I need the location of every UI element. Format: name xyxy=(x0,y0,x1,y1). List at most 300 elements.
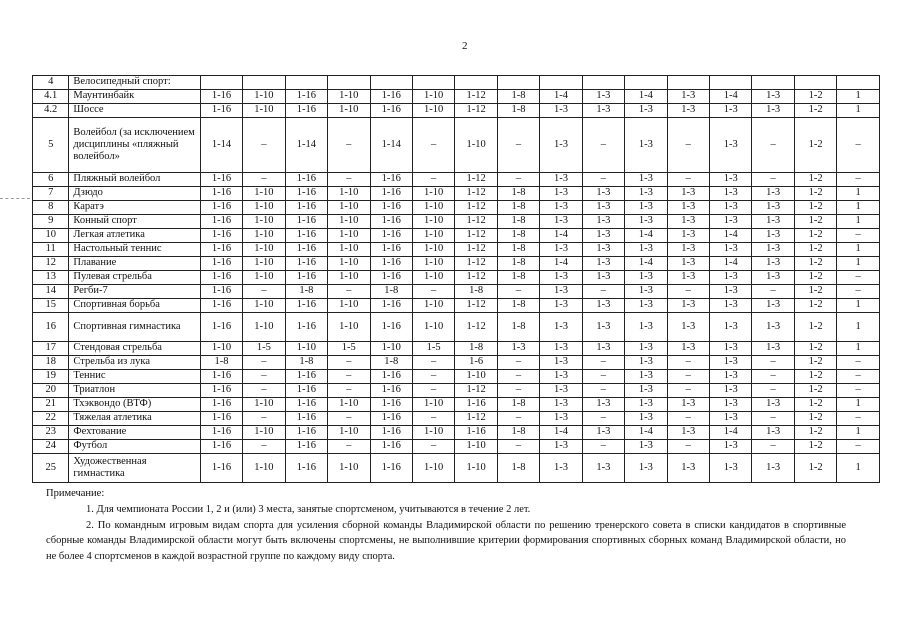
value-cell xyxy=(625,76,667,90)
value-cell: – xyxy=(243,370,285,384)
value-cell: 1-3 xyxy=(582,104,624,118)
value-cell: 1-3 xyxy=(582,243,624,257)
value-cell: – xyxy=(752,118,794,173)
value-cell: 1-10 xyxy=(328,313,370,342)
value-cell: 1-16 xyxy=(370,104,412,118)
value-cell: 1-3 xyxy=(710,342,752,356)
sport-name: Спортивная борьба xyxy=(69,299,200,313)
value-cell: 1-16 xyxy=(200,384,242,398)
value-cell: 1-16 xyxy=(370,243,412,257)
value-cell: 1 xyxy=(837,243,880,257)
value-cell: 1-2 xyxy=(794,201,836,215)
value-cell: 1-3 xyxy=(625,215,667,229)
value-cell: 1-16 xyxy=(200,173,242,187)
note-2: 2. По командным игровым видам спорта для усиления сборной команды Владимирской области по решению тренерского совета в списки кандидатов в спортивные сборные команды Владимирской области могут быть включены спортсмены, не выполнившие критерии формирования спортивных сборных команд Владимирской области, но не более 4 спортсменов в каждой возрастной группе по каждому виду спорта. xyxy=(46,519,846,562)
value-cell: 1-10 xyxy=(243,257,285,271)
value-cell: 1-4 xyxy=(540,426,582,440)
value-cell: 1-3 xyxy=(710,243,752,257)
value-cell: – xyxy=(328,285,370,299)
value-cell: 1-8 xyxy=(497,104,539,118)
value-cell: 1-3 xyxy=(625,299,667,313)
value-cell: 1-3 xyxy=(625,454,667,483)
value-cell: 1-3 xyxy=(710,173,752,187)
value-cell: 1-10 xyxy=(243,215,285,229)
sport-name: Волейбол (за исключением дисциплины «пляжный волейбол» xyxy=(69,118,200,173)
value-cell: – xyxy=(837,173,880,187)
value-cell: 1-3 xyxy=(625,412,667,426)
value-cell: – xyxy=(752,356,794,370)
value-cell: 1-3 xyxy=(752,243,794,257)
value-cell: 1-3 xyxy=(710,104,752,118)
value-cell: 1-3 xyxy=(710,356,752,370)
value-cell: 1-16 xyxy=(370,215,412,229)
value-cell xyxy=(285,76,327,90)
row-number: 21 xyxy=(33,398,69,412)
value-cell: – xyxy=(412,173,454,187)
sport-name: Художественная гимнастика xyxy=(69,454,200,483)
value-cell: – xyxy=(328,173,370,187)
value-cell: 1-10 xyxy=(243,313,285,342)
value-cell: 1-16 xyxy=(200,440,242,454)
table-row xyxy=(33,173,880,187)
value-cell: 1-3 xyxy=(667,299,709,313)
value-cell: 1-10 xyxy=(455,118,497,173)
value-cell: 1-16 xyxy=(285,398,327,412)
value-cell: 1-3 xyxy=(540,173,582,187)
table-row xyxy=(33,412,880,426)
value-cell: 1-10 xyxy=(243,454,285,483)
row-number: 4.1 xyxy=(33,90,69,104)
value-cell: 1-3 xyxy=(540,384,582,398)
table-row xyxy=(33,104,880,118)
value-cell: 1-5 xyxy=(243,342,285,356)
value-cell: 1-10 xyxy=(455,440,497,454)
value-cell: 1-10 xyxy=(328,257,370,271)
value-cell: 1-3 xyxy=(540,342,582,356)
value-cell: 1-8 xyxy=(497,313,539,342)
value-cell: 1-3 xyxy=(710,118,752,173)
value-cell: 1-3 xyxy=(582,398,624,412)
value-cell: 1-3 xyxy=(625,398,667,412)
value-cell: – xyxy=(837,271,880,285)
value-cell: – xyxy=(667,384,709,398)
notes-section xyxy=(46,486,846,565)
value-cell: – xyxy=(582,118,624,173)
value-cell: 1-16 xyxy=(370,299,412,313)
value-cell: 1-16 xyxy=(200,398,242,412)
value-cell: 1-16 xyxy=(200,104,242,118)
table-row xyxy=(33,370,880,384)
value-cell: 1-16 xyxy=(370,384,412,398)
value-cell: – xyxy=(667,412,709,426)
value-cell: 1-3 xyxy=(540,440,582,454)
value-cell: 1-10 xyxy=(412,90,454,104)
row-number: 4.2 xyxy=(33,104,69,118)
value-cell xyxy=(667,76,709,90)
value-cell: 1-8 xyxy=(497,271,539,285)
value-cell: 1-3 xyxy=(625,285,667,299)
value-cell: 1-3 xyxy=(540,398,582,412)
value-cell: – xyxy=(497,440,539,454)
value-cell: 1-12 xyxy=(455,271,497,285)
value-cell: 1-10 xyxy=(412,187,454,201)
value-cell: – xyxy=(667,356,709,370)
value-cell: 1-8 xyxy=(497,299,539,313)
value-cell: 1-16 xyxy=(285,313,327,342)
value-cell: 1-3 xyxy=(710,454,752,483)
value-cell: 1-16 xyxy=(285,426,327,440)
value-cell: – xyxy=(497,384,539,398)
value-cell: 1 xyxy=(837,90,880,104)
value-cell: 1-12 xyxy=(455,229,497,243)
sport-name: Фехтование xyxy=(69,426,200,440)
value-cell: 1-3 xyxy=(667,271,709,285)
value-cell: 1-8 xyxy=(497,215,539,229)
value-cell: 1-12 xyxy=(455,412,497,426)
value-cell: 1-3 xyxy=(582,342,624,356)
value-cell: 1-8 xyxy=(285,285,327,299)
value-cell: 1-16 xyxy=(200,412,242,426)
value-cell: 1-3 xyxy=(625,118,667,173)
value-cell: 1 xyxy=(837,201,880,215)
value-cell: 1-10 xyxy=(455,370,497,384)
value-cell: 1-16 xyxy=(370,271,412,285)
value-cell: – xyxy=(497,356,539,370)
value-cell: 1-8 xyxy=(497,201,539,215)
table-row xyxy=(33,454,880,483)
value-cell: 1-3 xyxy=(710,215,752,229)
value-cell: 1-16 xyxy=(200,215,242,229)
table-row xyxy=(33,398,880,412)
table-row xyxy=(33,257,880,271)
sport-name: Шоссе xyxy=(69,104,200,118)
value-cell: 1-3 xyxy=(667,201,709,215)
row-number: 24 xyxy=(33,440,69,454)
value-cell: 1-10 xyxy=(412,104,454,118)
value-cell xyxy=(455,76,497,90)
table-body xyxy=(33,76,880,483)
value-cell: 1-10 xyxy=(243,398,285,412)
value-cell xyxy=(243,76,285,90)
value-cell: 1 xyxy=(837,398,880,412)
value-cell: 1-3 xyxy=(625,173,667,187)
row-number: 11 xyxy=(33,243,69,257)
value-cell: 1-3 xyxy=(540,187,582,201)
value-cell: 1-8 xyxy=(370,356,412,370)
value-cell: 1-3 xyxy=(752,187,794,201)
value-cell: 1-16 xyxy=(200,313,242,342)
sport-name: Тхэквондо (ВТФ) xyxy=(69,398,200,412)
value-cell: 1-12 xyxy=(455,384,497,398)
value-cell: – xyxy=(412,356,454,370)
value-cell: 1-16 xyxy=(370,201,412,215)
value-cell: 1-16 xyxy=(370,370,412,384)
value-cell: 1-16 xyxy=(455,398,497,412)
value-cell: – xyxy=(752,412,794,426)
value-cell: 1-3 xyxy=(710,271,752,285)
value-cell: 1-10 xyxy=(328,187,370,201)
value-cell: 1-10 xyxy=(412,271,454,285)
value-cell: 1-3 xyxy=(540,271,582,285)
value-cell: – xyxy=(243,440,285,454)
value-cell: – xyxy=(328,118,370,173)
value-cell: 1-10 xyxy=(243,90,285,104)
value-cell: 1-16 xyxy=(200,243,242,257)
value-cell: 1-2 xyxy=(794,215,836,229)
value-cell: 1-16 xyxy=(285,173,327,187)
table-row xyxy=(33,215,880,229)
value-cell: 1-3 xyxy=(667,104,709,118)
value-cell: 1-16 xyxy=(285,187,327,201)
value-cell: 1-10 xyxy=(328,454,370,483)
value-cell: 1-10 xyxy=(243,243,285,257)
value-cell: – xyxy=(497,285,539,299)
value-cell: 1-3 xyxy=(625,201,667,215)
value-cell: 1-3 xyxy=(582,90,624,104)
value-cell: 1-10 xyxy=(243,187,285,201)
value-cell: 1-6 xyxy=(455,356,497,370)
value-cell: 1-3 xyxy=(582,454,624,483)
value-cell: 1-3 xyxy=(540,412,582,426)
value-cell: 1-3 xyxy=(710,187,752,201)
value-cell xyxy=(200,76,242,90)
value-cell: – xyxy=(243,285,285,299)
value-cell: 1-8 xyxy=(497,187,539,201)
value-cell: 1-4 xyxy=(540,229,582,243)
table-row xyxy=(33,187,880,201)
table-row xyxy=(33,285,880,299)
value-cell: 1-2 xyxy=(794,90,836,104)
value-cell: 1-3 xyxy=(752,229,794,243)
value-cell: – xyxy=(837,356,880,370)
value-cell: 1-16 xyxy=(370,90,412,104)
value-cell: 1-10 xyxy=(328,90,370,104)
value-cell: – xyxy=(412,285,454,299)
value-cell: 1-3 xyxy=(752,104,794,118)
value-cell: 1-3 xyxy=(667,229,709,243)
value-cell: 1-10 xyxy=(243,229,285,243)
value-cell: 1-14 xyxy=(285,118,327,173)
value-cell: 1-10 xyxy=(328,243,370,257)
value-cell: 1-10 xyxy=(243,299,285,313)
value-cell: 1-2 xyxy=(794,342,836,356)
value-cell: 1-4 xyxy=(625,257,667,271)
value-cell: 1-16 xyxy=(370,412,412,426)
value-cell: 1-2 xyxy=(794,187,836,201)
value-cell: 1-16 xyxy=(200,90,242,104)
value-cell: 1-4 xyxy=(625,90,667,104)
table-row xyxy=(33,271,880,285)
value-cell: – xyxy=(837,440,880,454)
value-cell: 1-3 xyxy=(752,257,794,271)
value-cell: 1-3 xyxy=(667,243,709,257)
value-cell: – xyxy=(582,356,624,370)
value-cell: 1-16 xyxy=(370,398,412,412)
value-cell: 1-12 xyxy=(455,257,497,271)
value-cell: 1 xyxy=(837,454,880,483)
value-cell: 1-10 xyxy=(328,271,370,285)
note-1: 1. Для чемпионата России 1, 2 и (или) 3 места, занятые спортсменом, учитываются в течение 2 лет. xyxy=(86,503,531,515)
value-cell: 1-3 xyxy=(582,426,624,440)
value-cell xyxy=(752,76,794,90)
value-cell: – xyxy=(582,370,624,384)
value-cell: 1-16 xyxy=(285,454,327,483)
value-cell: 1-3 xyxy=(710,313,752,342)
value-cell: 1-3 xyxy=(582,299,624,313)
value-cell: 1-10 xyxy=(412,398,454,412)
value-cell xyxy=(497,76,539,90)
value-cell: 1-8 xyxy=(285,356,327,370)
value-cell: 1-5 xyxy=(412,342,454,356)
row-number: 7 xyxy=(33,187,69,201)
value-cell: 1-16 xyxy=(285,243,327,257)
value-cell: – xyxy=(752,370,794,384)
value-cell: 1-16 xyxy=(285,90,327,104)
value-cell: 1-2 xyxy=(794,104,836,118)
value-cell: 1-16 xyxy=(370,313,412,342)
row-number: 17 xyxy=(33,342,69,356)
value-cell: 1-3 xyxy=(582,229,624,243)
value-cell: 1-3 xyxy=(625,440,667,454)
value-cell: 1-16 xyxy=(200,201,242,215)
table-row xyxy=(33,201,880,215)
row-number: 15 xyxy=(33,299,69,313)
value-cell: – xyxy=(412,370,454,384)
value-cell: 1-16 xyxy=(285,229,327,243)
value-cell: 1-8 xyxy=(497,90,539,104)
value-cell: – xyxy=(667,370,709,384)
row-number: 20 xyxy=(33,384,69,398)
value-cell: 1-2 xyxy=(794,118,836,173)
value-cell: 1-2 xyxy=(794,384,836,398)
value-cell: – xyxy=(667,440,709,454)
value-cell: 1-16 xyxy=(285,104,327,118)
sport-name: Стендовая стрельба xyxy=(69,342,200,356)
sport-name: Велосипедный спорт: xyxy=(69,76,200,90)
value-cell: 1-3 xyxy=(667,215,709,229)
value-cell: 1-3 xyxy=(710,201,752,215)
table-row xyxy=(33,426,880,440)
sport-name: Теннис xyxy=(69,370,200,384)
value-cell: 1-10 xyxy=(412,257,454,271)
sport-name: Пулевая стрельба xyxy=(69,271,200,285)
table-row xyxy=(33,243,880,257)
value-cell: 1-3 xyxy=(667,313,709,342)
value-cell: 1-3 xyxy=(582,271,624,285)
row-number: 19 xyxy=(33,370,69,384)
row-number: 14 xyxy=(33,285,69,299)
value-cell: 1-2 xyxy=(794,271,836,285)
value-cell: 1 xyxy=(837,215,880,229)
value-cell xyxy=(837,76,880,90)
value-cell: 1-3 xyxy=(710,384,752,398)
row-number: 9 xyxy=(33,215,69,229)
value-cell: 1-3 xyxy=(667,398,709,412)
value-cell: 1-3 xyxy=(625,313,667,342)
sport-name: Пляжный волейбол xyxy=(69,173,200,187)
value-cell: 1-8 xyxy=(497,257,539,271)
value-cell: 1-2 xyxy=(794,356,836,370)
sport-name: Триатлон xyxy=(69,384,200,398)
row-number: 18 xyxy=(33,356,69,370)
row-number: 16 xyxy=(33,313,69,342)
row-number: 13 xyxy=(33,271,69,285)
value-cell: 1-2 xyxy=(794,285,836,299)
value-cell: 1-16 xyxy=(200,187,242,201)
value-cell: 1-3 xyxy=(625,187,667,201)
value-cell: 1-3 xyxy=(752,454,794,483)
value-cell: – xyxy=(837,285,880,299)
value-cell: 1-3 xyxy=(710,299,752,313)
value-cell: 1-3 xyxy=(540,118,582,173)
value-cell: 1-12 xyxy=(455,104,497,118)
criteria-table xyxy=(32,75,880,483)
value-cell: – xyxy=(752,173,794,187)
value-cell: – xyxy=(328,412,370,426)
value-cell xyxy=(412,76,454,90)
value-cell: 1-16 xyxy=(200,299,242,313)
value-cell: – xyxy=(582,440,624,454)
value-cell: 1-3 xyxy=(540,201,582,215)
value-cell: 1-3 xyxy=(582,257,624,271)
sport-name: Настольный теннис xyxy=(69,243,200,257)
value-cell: 1-10 xyxy=(200,342,242,356)
value-cell: 1-10 xyxy=(412,229,454,243)
value-cell: 1-16 xyxy=(285,257,327,271)
margin-mark xyxy=(0,198,30,199)
value-cell: 1-8 xyxy=(200,356,242,370)
value-cell: 1 xyxy=(837,299,880,313)
value-cell: 1-16 xyxy=(200,370,242,384)
value-cell: 1-4 xyxy=(710,229,752,243)
value-cell: 1-10 xyxy=(328,398,370,412)
value-cell: 1-2 xyxy=(794,440,836,454)
value-cell: 1-16 xyxy=(455,426,497,440)
value-cell: 1-16 xyxy=(370,454,412,483)
value-cell: 1-16 xyxy=(370,173,412,187)
value-cell: 1-3 xyxy=(625,243,667,257)
value-cell: 1-3 xyxy=(710,285,752,299)
value-cell: 1-2 xyxy=(794,299,836,313)
value-cell: 1-10 xyxy=(370,342,412,356)
value-cell: 1-3 xyxy=(752,215,794,229)
value-cell: 1-10 xyxy=(412,215,454,229)
value-cell: 1-3 xyxy=(540,313,582,342)
value-cell: 1-8 xyxy=(497,426,539,440)
value-cell: 1-12 xyxy=(455,299,497,313)
value-cell: 1-4 xyxy=(710,90,752,104)
value-cell: 1-3 xyxy=(752,271,794,285)
row-number: 8 xyxy=(33,201,69,215)
value-cell: 1-10 xyxy=(285,342,327,356)
value-cell: 1-3 xyxy=(752,426,794,440)
value-cell: 1-3 xyxy=(540,285,582,299)
value-cell: 1-3 xyxy=(710,398,752,412)
value-cell: 1-10 xyxy=(243,271,285,285)
value-cell: 1-12 xyxy=(455,243,497,257)
value-cell: 1-8 xyxy=(497,243,539,257)
value-cell: – xyxy=(412,384,454,398)
value-cell: 1-16 xyxy=(370,187,412,201)
value-cell: 1-3 xyxy=(497,342,539,356)
value-cell: 1-3 xyxy=(582,201,624,215)
value-cell: 1-10 xyxy=(328,299,370,313)
value-cell: 1-10 xyxy=(412,313,454,342)
value-cell: 1-16 xyxy=(370,229,412,243)
value-cell: 1-3 xyxy=(582,187,624,201)
value-cell: 1-4 xyxy=(540,90,582,104)
value-cell: – xyxy=(497,412,539,426)
